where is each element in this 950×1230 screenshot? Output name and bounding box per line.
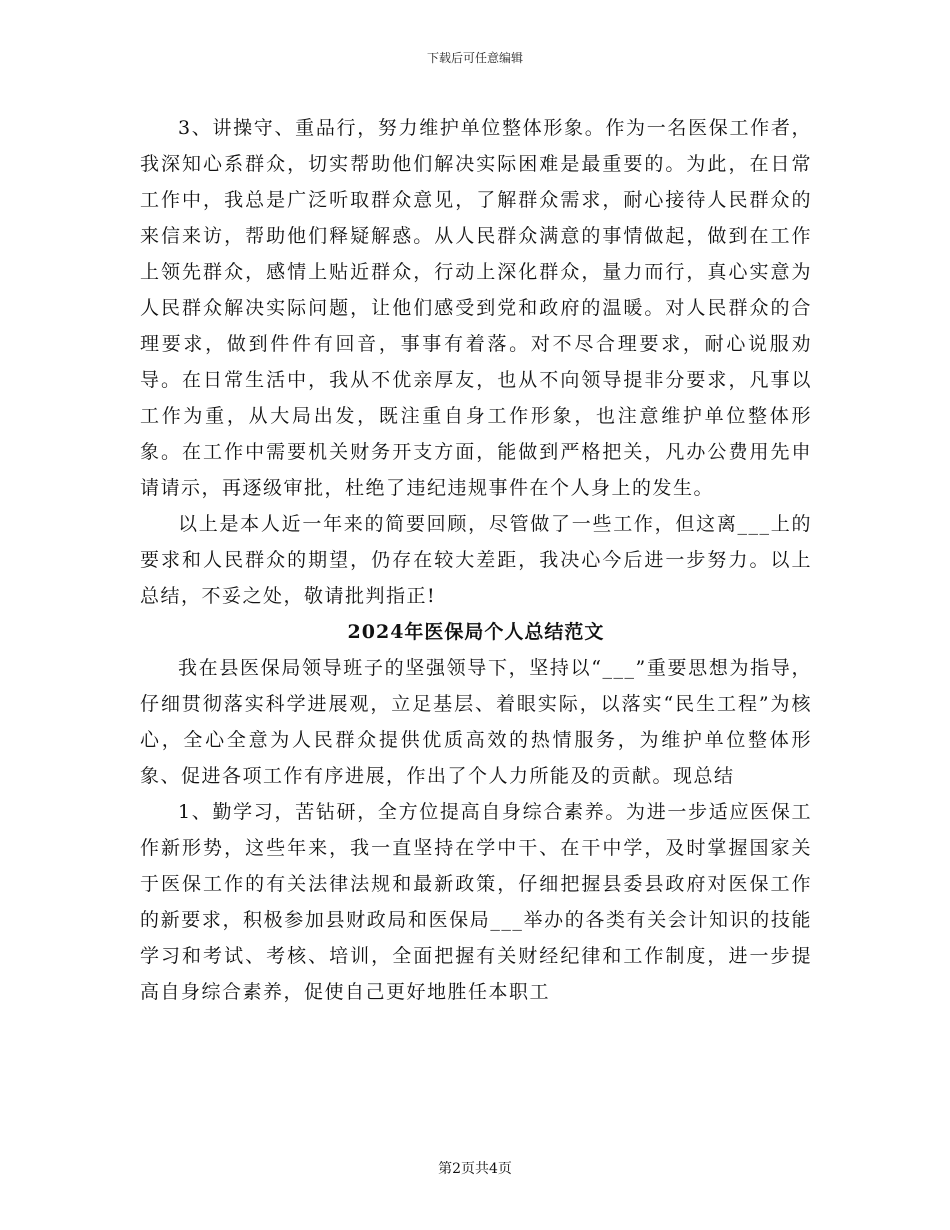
paragraph-introduction: 我在县医保局领导班子的坚强领导下，坚持以“___”重要思想为指导，仔细贯彻落实科学进展观，立足基层、着眼实际，以落实“民生工程”为核心，全心全意为人民群众提供优质高效的热情服务，为维护单位整体形象、促进各项工作有序进展，作出了个人力所能及的贡献。现总结 (140, 657, 812, 787)
section-title: 2024年医保局个人总结范文 (347, 621, 605, 643)
paragraph-study: 1、勤学习，苦钻研，全方位提高自身综合素养。为进一步适应医保工作新形势，这些年来，我一直坚持在学中干、在干中学，及时掌握国家关于医保工作的有关法律法规和最新政策，仔细把握县委县政府对医保工作的新要求，积极参加县财政局和医保局___举办的各类有关会计知识的技能学习和考试、考核、培训，全面把握有关财经纪律和工作制度，进一步提高自身综合素养，促使自己更好地胜任本职工 (140, 801, 812, 1003)
paragraph-conclusion: 以上是本人近一年来的简要回顾，尽管做了一些工作，但这离___上的要求和人民群众的期望，仍存在较大差距，我决心今后进一步努力。以上总结，不妥之处，敬请批判指正! (140, 513, 812, 607)
paragraph-integrity: 3、讲操守、重品行，努力维护单位整体形象。作为一名医保工作者，我深知心系群众，切实帮助他们解决实际困难是最重要的。为此，在日常工作中，我总是广泛听取群众意见，了解群众需求，耐心接待人民群众的来信来访，帮助他们释疑解惑。从人民群众满意的事情做起，做到在工作上领先群众，感情上贴近群众，行动上深化群众，量力而行，真心实意为人民群众解决实际问题，让他们感受到党和政府的温暖。对人民群众的合理要求，做到件件有回音，事事有着落。对不尽合理要求，耐心说服劝导。在日常生活中，我从不优亲厚友，也从不向领导提非分要求，凡事以工作为重，从大局出发，既注重自身工作形象，也注意维护单位整体形象。在工作中需要机关财务开支方面，能做到严格把关，凡办公费用先申请请示，再逐级审批，杜绝了违纪违规事件在个人身上的发生。 (140, 117, 812, 499)
page-number: 第2页共4页 (438, 1161, 512, 1177)
page-header: 下载后可任意编辑 (426, 51, 523, 65)
document-body (140, 110, 812, 1010)
